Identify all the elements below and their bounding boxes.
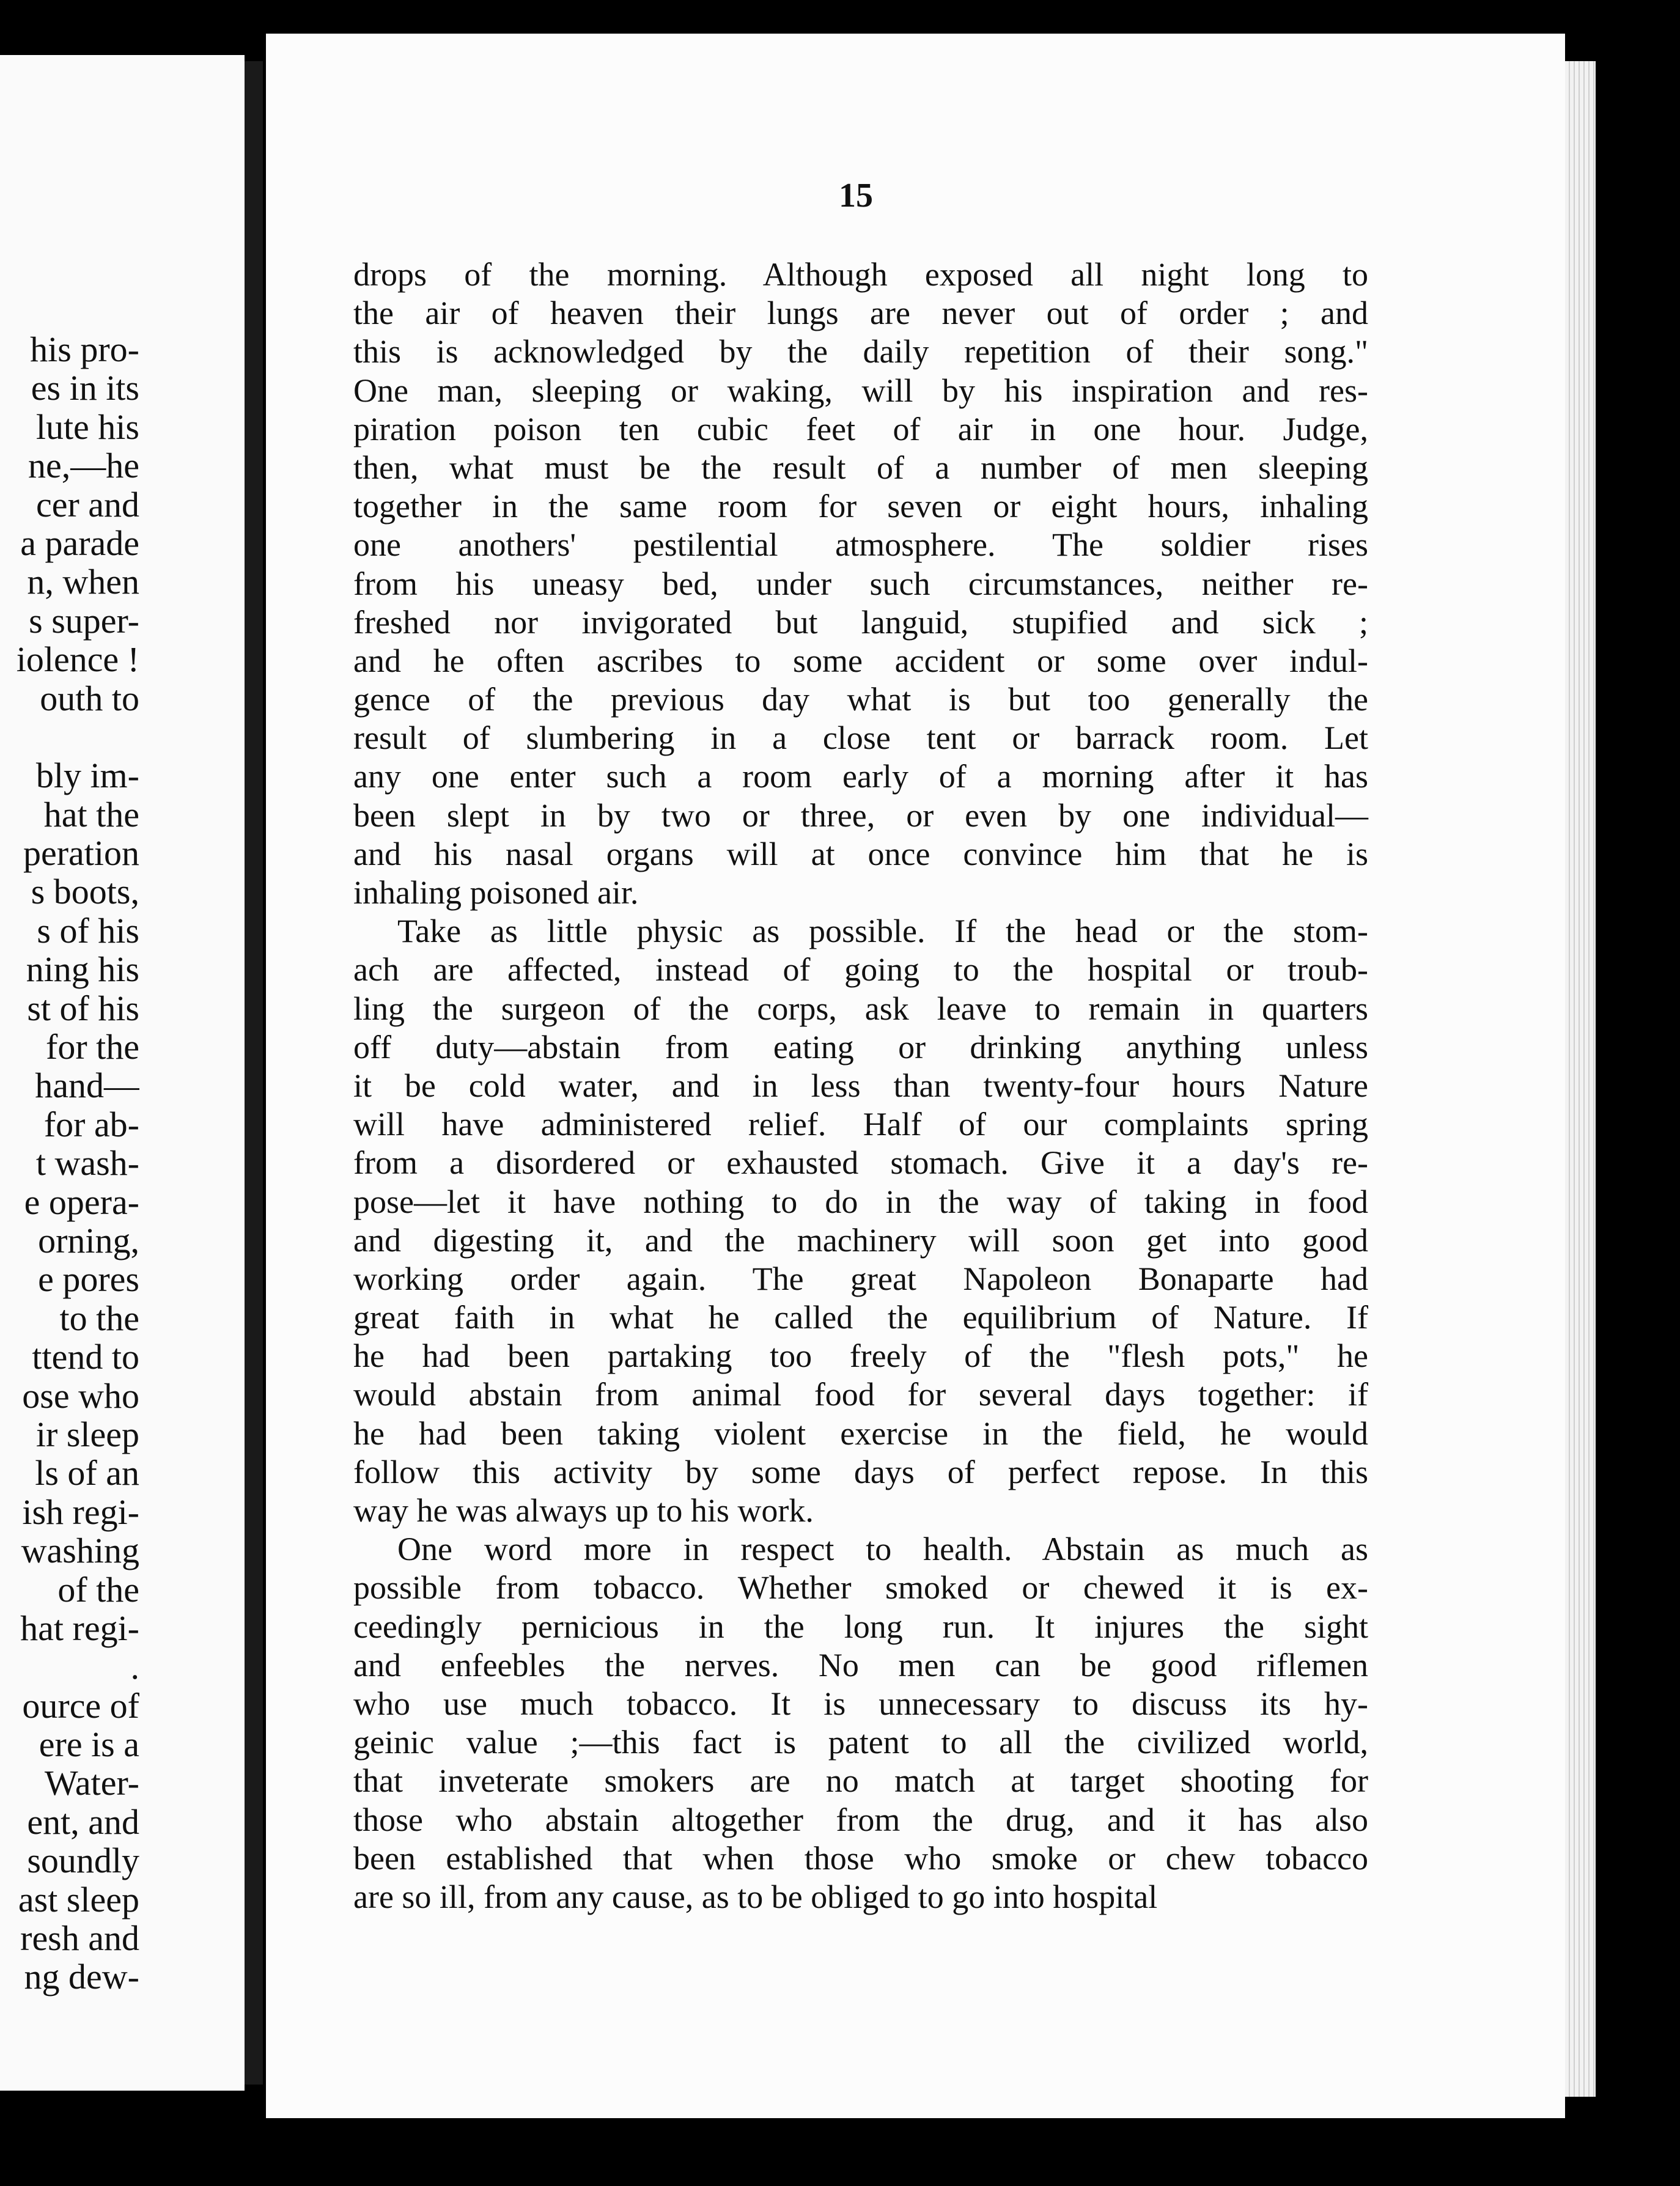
left-page-line: lute his [35, 407, 139, 447]
left-page-line: ls of an [35, 1453, 139, 1493]
text-line: it be cold water, and in less than twenty-four hours Nature [353, 1067, 1368, 1104]
text-line: he had been taking violent exercise in the field, he would [353, 1415, 1368, 1452]
text-line: been established that when those who smoke or chew tobacco [353, 1839, 1368, 1877]
text-line: pose—let it have nothing to do in the way of taking in food [353, 1183, 1368, 1220]
left-page-line: e pores [38, 1259, 139, 1300]
text-line: One word more in respect to health. Abstain as much as [397, 1531, 1368, 1568]
left-page-line: peration [23, 833, 139, 874]
left-page-line: t wash- [35, 1143, 139, 1183]
text-line: and he often ascribes to some accident or some over indul- [353, 642, 1368, 679]
text-line: gence of the previous day what is but too generally the [353, 681, 1368, 718]
text-line: from his uneasy bed, under such circumstances, neither re- [353, 565, 1368, 602]
page-edge [1565, 61, 1596, 2097]
text-line: he had been partaking too freely of the "flesh pots," he [353, 1338, 1368, 1375]
text-line: together in the same room for seven or eight hours, inhaling [353, 488, 1368, 525]
text-line: the air of heaven their lungs are never out of order ; and [353, 295, 1368, 332]
left-page-line: hand— [35, 1065, 139, 1106]
text-line: been slept in by two or three, or even by one individual— [353, 797, 1368, 834]
text-line: are so ill, from any cause, as to be obliged to go into hospital [353, 1878, 1158, 1915]
left-page-line: ose who [22, 1375, 139, 1416]
text-line: those who abstain altogether from the drug, and it has also [353, 1801, 1368, 1838]
left-page-line: ent, and [27, 1801, 139, 1842]
text-line: drops of the morning. Although exposed all night long to [353, 256, 1368, 293]
left-page-line: s super- [29, 600, 139, 641]
text-line: result of slumbering in a close tent or barrack room. Let [353, 719, 1368, 757]
body-text [353, 256, 1368, 1916]
left-page-line: of the [57, 1569, 139, 1610]
text-line: great faith in what he called the equilibrium of Nature. If [353, 1299, 1368, 1336]
text-line: ceedingly pernicious in the long run. It injures the sight [353, 1608, 1368, 1645]
text-line: One man, sleeping or waking, will by his inspiration and res- [353, 372, 1368, 409]
left-page-line: his pro- [30, 330, 139, 369]
left-page-line: s boots, [31, 872, 139, 912]
text-line: off duty—abstain from eating or drinking anything unless [353, 1028, 1368, 1065]
left-page-line: e opera- [24, 1182, 139, 1222]
page-number: 15 [839, 177, 873, 215]
left-page-line: hat the [43, 794, 139, 834]
text-line: follow this activity by some days of perfect repose. In this [353, 1453, 1368, 1490]
left-page [0, 55, 245, 2091]
left-page-text [0, 330, 139, 1996]
left-page-line: ne,—he [28, 446, 139, 486]
text-line: any one enter such a room early of a morning after it has [353, 758, 1368, 795]
left-page-line: hat regi- [20, 1608, 139, 1648]
left-page-line: ast sleep [18, 1879, 139, 1919]
left-page-line: ource of [22, 1685, 139, 1726]
text-line: that inveterate smokers are no match at target shooting for [353, 1762, 1368, 1800]
text-line: Take as little physic as possible. If the head or the stom- [397, 913, 1368, 950]
left-page-line: ere is a [39, 1724, 139, 1765]
text-line: one anothers' pestilential atmosphere. The soldier rises [353, 526, 1368, 564]
text-line: piration poison ten cubic feet of air in one hour. Judge, [353, 410, 1368, 447]
left-page-line: ng dew- [24, 1957, 139, 1996]
left-page-line: for ab- [43, 1104, 139, 1144]
text-line: and digesting it, and the machinery will soon get into good [353, 1221, 1368, 1259]
left-page-line: Water- [44, 1763, 139, 1803]
left-page-line: bly im- [35, 756, 139, 796]
text-line: ach are affected, instead of going to the hospital or troub- [353, 951, 1368, 988]
text-line: possible from tobacco. Whether smoked or chewed it is ex- [353, 1569, 1368, 1606]
text-line: will have administered relief. Half of our complaints spring [353, 1106, 1368, 1143]
book-gutter [245, 61, 263, 2085]
text-line: working order again. The great Napoleon Bonaparte had [353, 1260, 1368, 1297]
left-page-line: soundly [27, 1841, 139, 1881]
left-page-line: to the [59, 1298, 139, 1338]
left-page-line: for the [46, 1027, 139, 1067]
text-line: and his nasal organs will at once convince him that he is [353, 835, 1368, 872]
text-line: way he was always up to his work. [353, 1492, 814, 1529]
left-page-line: s of his [37, 910, 139, 951]
left-page-line: ir sleep [35, 1414, 139, 1454]
left-page-line: ning his [26, 949, 139, 990]
left-page-line: a parade [20, 523, 139, 563]
left-page-line: es in its [31, 368, 139, 408]
left-page-line: orning, [38, 1220, 139, 1260]
text-line: and enfeebles the nerves. No men can be good riflemen [353, 1646, 1368, 1684]
text-line: would abstain from animal food for several days together: if [353, 1376, 1368, 1413]
text-line: this is acknowledged by the daily repetition of their song." [353, 333, 1368, 370]
left-page-line: iolence ! [16, 639, 139, 680]
text-line: then, what must be the result of a number of men sleeping [353, 449, 1368, 486]
left-page-line: resh and [20, 1918, 139, 1959]
text-line: geinic value ;—this fact is patent to all the civilized world, [353, 1724, 1368, 1761]
left-page-line: ttend to [32, 1337, 139, 1377]
left-page-line: st of his [27, 988, 139, 1028]
text-line: from a disordered or exhausted stomach. Give it a day's re- [353, 1144, 1368, 1182]
left-page-line: n, when [27, 562, 139, 602]
left-page-line: . [130, 1647, 139, 1687]
text-line: freshed nor invigorated but languid, stupified and sick ; [353, 603, 1368, 641]
text-line: inhaling poisoned air. [353, 874, 639, 911]
left-page-line: cer and [35, 484, 139, 524]
left-page-line: ish regi- [22, 1492, 139, 1532]
left-page-line: outh to [40, 678, 139, 718]
left-page-line: washing [21, 1531, 139, 1571]
text-line: ling the surgeon of the corps, ask leave to remain in quarters [353, 990, 1368, 1027]
left-page-line [0, 718, 139, 756]
text-line: who use much tobacco. It is unnecessary to discuss its hy- [353, 1685, 1368, 1722]
